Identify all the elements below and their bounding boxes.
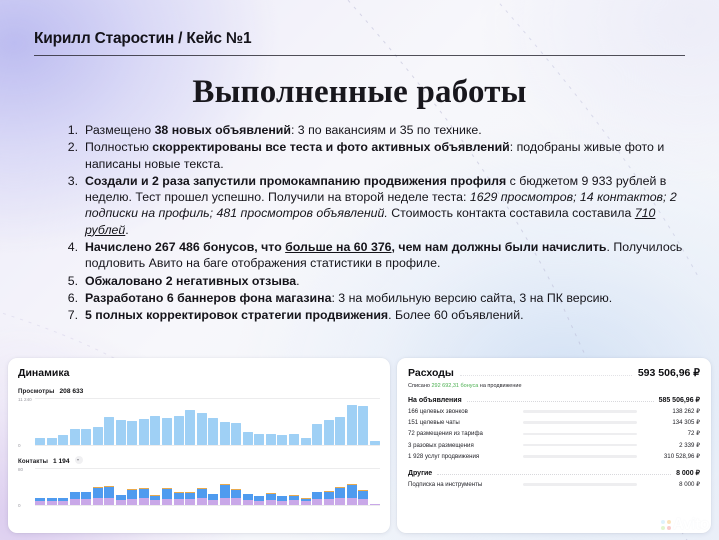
chart-bar <box>335 417 345 445</box>
chart-bar <box>254 434 264 445</box>
chart-bar-segment <box>266 500 276 505</box>
chart-bar <box>104 417 114 445</box>
contacts-metric <box>18 455 380 465</box>
chart-bar <box>116 495 126 505</box>
chart-bar-segment <box>127 490 137 499</box>
expenses-title: Расходы <box>408 367 454 379</box>
page-title: Выполненные работы <box>192 74 527 110</box>
chart-bar <box>347 484 357 505</box>
chart-bar-segment <box>81 499 91 505</box>
expense-row-bar <box>523 421 637 424</box>
expense-row-name: 72 размещения из тарифа <box>408 430 483 438</box>
chart-bar <box>347 405 357 445</box>
chart-bar-segment <box>231 498 241 505</box>
chart-bar <box>324 420 334 445</box>
chart-bar-segment <box>289 500 299 505</box>
chart-bar <box>301 438 311 445</box>
chart-bar-segment <box>254 501 264 506</box>
chart-bar-segment <box>358 499 368 505</box>
ads-rows-list <box>408 406 700 462</box>
chart-bar-segment <box>358 491 368 499</box>
dashboard-screenshot <box>8 358 711 533</box>
chart-bar-segment <box>220 498 230 505</box>
chart-bar-segment <box>104 487 114 498</box>
chart-bar-segment <box>208 500 218 505</box>
expense-row <box>408 451 700 462</box>
chart-bar <box>277 435 287 445</box>
chart-bar-segment <box>93 488 103 498</box>
chart-bar <box>220 422 230 445</box>
chart-bar <box>266 434 276 445</box>
chart-bar <box>289 434 299 445</box>
chart-bar <box>312 492 322 506</box>
chart-bar-segment <box>35 501 45 505</box>
expense-row <box>408 440 700 451</box>
list-item <box>62 307 691 323</box>
chart-bar <box>162 418 172 445</box>
contacts-value: 1 194 <box>52 458 70 465</box>
chart-bar <box>277 496 287 505</box>
chart-bar-segment <box>70 492 80 499</box>
chart-bar <box>243 494 253 505</box>
chart-bar-segment <box>162 499 172 505</box>
chart-bar <box>139 488 149 505</box>
chart-bar-segment <box>70 499 80 505</box>
dynamics-title: Динамика <box>18 367 70 379</box>
chart-bar <box>370 441 380 446</box>
chart-bar <box>93 487 103 505</box>
expense-row-amount: 310 528,96 ₽ <box>663 452 700 460</box>
chart-bar-segment <box>277 501 287 506</box>
chart-bar-segment <box>116 500 126 505</box>
chevron-down-icon[interactable] <box>75 456 83 464</box>
chart-bar <box>358 406 368 445</box>
list-item <box>62 273 691 289</box>
expense-row-name: 3 разовых размещения <box>408 441 474 449</box>
chart-bar-segment <box>370 504 380 505</box>
expense-row-name: 151 целевые чаты <box>408 419 460 427</box>
chart-bar <box>254 496 264 505</box>
chart-bar-segment <box>335 488 345 498</box>
list-item <box>62 239 691 272</box>
chart-bar-segment <box>301 501 311 505</box>
expense-row-name: Подписка на инструменты <box>408 481 483 489</box>
chart-bar-segment <box>243 500 253 505</box>
contacts-chart <box>18 468 380 506</box>
ads-total: 585 506,96 ₽ <box>658 397 700 404</box>
list-item-text: Начислено 267 486 бонусов, что больше на 60 376, чем нам должны были начислить. Получилось подловить Авито на баге отображения статистики в профиле. <box>85 240 683 271</box>
expense-row-name: 166 целевых звонков <box>408 408 468 416</box>
expense-row <box>408 406 700 417</box>
chart-bar <box>162 488 172 505</box>
chart-bar <box>81 429 91 445</box>
slide-header <box>34 30 685 56</box>
chart-bar <box>358 490 368 505</box>
contacts-bars <box>35 468 380 506</box>
dynamics-card <box>8 358 390 533</box>
ads-title: На объявления <box>408 397 462 404</box>
expenses-header <box>408 367 700 379</box>
chart-bar <box>324 491 334 505</box>
expense-row-amount: 138 262 ₽ <box>672 408 700 416</box>
chart-bar <box>150 495 160 505</box>
expense-row-amount: 8 000 ₽ <box>679 481 700 489</box>
contacts-axis-min: 0 <box>18 503 21 508</box>
chart-bar <box>35 498 45 505</box>
contacts-label: Контакты <box>18 458 48 465</box>
views-axis-max: 11 240 <box>18 397 32 402</box>
chart-bar <box>47 498 57 505</box>
chart-bar <box>312 424 322 445</box>
chart-bar-segment <box>174 499 184 505</box>
list-item-number: 3. <box>67 173 78 188</box>
views-axis-min: 0 <box>18 443 21 448</box>
expense-row-bar <box>523 444 637 447</box>
chart-bar <box>35 438 45 445</box>
chart-bar <box>127 421 137 445</box>
chart-bar-segment <box>127 499 137 505</box>
chart-bar <box>93 427 103 445</box>
expense-row-name: 1 928 услуг продвижения <box>408 452 480 460</box>
chart-bar-segment <box>139 498 149 505</box>
contacts-axis-max: 80 <box>18 467 24 472</box>
chart-bar <box>289 495 299 505</box>
chart-bar <box>197 413 207 445</box>
chart-bar <box>231 489 241 505</box>
chart-bar <box>174 416 184 445</box>
other-section-header <box>408 469 700 477</box>
list-item <box>62 173 691 238</box>
chart-bar <box>185 410 195 445</box>
expenses-total: 593 506,96 ₽ <box>637 367 700 379</box>
expense-row-bar <box>523 483 637 486</box>
chart-bar-segment <box>335 498 345 505</box>
chart-bar <box>197 488 207 505</box>
other-title: Другие <box>408 469 433 477</box>
list-item-text: Разработано 6 баннеров фона магазина: 3 на мобильную версию сайта, 3 на ПК версию. <box>85 290 613 305</box>
bonus-note: Списано 292 692,31 бонуса на продвижение <box>408 383 522 389</box>
list-item-number: 6. <box>67 290 78 305</box>
leader-dots <box>437 474 671 475</box>
chart-bar-segment <box>347 498 357 505</box>
chart-bar <box>301 498 311 505</box>
author-case-label: Кирилл Старостин / Кейс №1 <box>34 30 252 47</box>
chart-bar-segment <box>47 501 57 505</box>
leader-dots <box>460 375 632 376</box>
list-item-number: 4. <box>67 240 78 255</box>
other-total: 8 000 ₽ <box>676 469 700 477</box>
expense-row <box>408 417 700 428</box>
bonus-amount: 292 692,31 бонуса <box>431 383 479 389</box>
chart-bar-segment <box>347 485 357 498</box>
chart-bar-segment <box>150 500 160 505</box>
expense-row <box>408 428 700 439</box>
views-value: 208 633 <box>59 388 84 395</box>
chart-bar <box>370 504 380 505</box>
views-bars <box>35 398 380 446</box>
chart-bar-segment <box>93 498 103 505</box>
expense-row-amount: 2 339 ₽ <box>679 441 700 449</box>
chart-bar <box>231 423 241 446</box>
chart-bar-segment <box>139 489 149 498</box>
chart-bar <box>47 438 57 445</box>
expense-row-amount: 72 ₽ <box>687 430 700 438</box>
list-item-number: 7. <box>67 308 78 323</box>
chart-bar-segment <box>312 499 322 505</box>
list-item-number: 1. <box>67 123 78 137</box>
works-list <box>62 122 691 325</box>
views-chart <box>18 398 380 446</box>
chart-bar <box>208 494 218 505</box>
list-item-text: Полностью скорректированы все теста и фото активных объявлений: подобраны живые фото и написаны новые текста. <box>85 140 665 171</box>
chart-bar-segment <box>197 489 207 498</box>
chart-bar-segment <box>231 490 241 499</box>
chart-bar <box>81 492 91 506</box>
expense-row <box>408 479 700 490</box>
chart-bar <box>174 492 184 505</box>
header-divider <box>34 55 685 56</box>
chart-bar <box>185 492 195 505</box>
chart-bar <box>266 493 276 505</box>
chart-bar-segment <box>162 489 172 498</box>
chart-bar <box>243 432 253 446</box>
chart-bar <box>58 498 68 505</box>
expense-row-bar <box>523 455 637 458</box>
chart-bar <box>150 416 160 445</box>
ads-section-header <box>408 396 700 404</box>
chart-bar-segment <box>324 499 334 505</box>
chart-bar-segment <box>104 498 114 505</box>
views-metric <box>18 388 380 395</box>
list-item <box>62 290 691 306</box>
chart-bar-segment <box>58 501 68 505</box>
expense-row-bar <box>523 410 637 413</box>
chart-bar <box>116 420 126 445</box>
views-label: Просмотры <box>18 388 55 395</box>
expense-row-bar <box>523 433 637 436</box>
other-rows-list <box>408 479 700 490</box>
chart-bar <box>70 492 80 506</box>
list-item-text: 5 полных корректировок стратегии продвижения. Более 60 объявлений. <box>85 308 524 323</box>
chart-bar <box>70 429 80 445</box>
chart-bar <box>220 484 230 505</box>
chart-bar-segment <box>312 492 322 499</box>
chart-bar <box>104 486 114 505</box>
expenses-card <box>397 358 711 533</box>
chart-bar <box>335 487 345 505</box>
chart-bar-segment <box>185 499 195 505</box>
list-item-number: 5. <box>67 273 78 288</box>
chart-bar <box>58 435 68 445</box>
chart-bar <box>208 418 218 445</box>
chart-bar-segment <box>324 492 334 499</box>
chart-bar-segment <box>81 492 91 499</box>
avito-wordmark: Avito <box>672 516 709 533</box>
expense-row-amount: 134 305 ₽ <box>672 419 700 427</box>
list-item <box>62 122 691 138</box>
leader-dots <box>467 401 654 402</box>
list-item-text: Размещено 38 новых объявлений: 3 по вакансиям и 35 по технике. <box>85 123 482 137</box>
list-item <box>62 139 691 172</box>
list-item-text: Создали и 2 раза запустили промокампанию продвижения профиля с бюджетом 9 933 рублей в неделю. Тест прошел успешно. Получили на второй неделе теста: 1629 просмотров; 14 контактов; 2 подписки на профиль; 481 просмотров объявлений. Стоимость контакта составила составила 710 рублей. <box>85 173 677 237</box>
chart-bar-segment <box>220 485 230 498</box>
list-item-number: 2. <box>67 140 78 155</box>
chart-bar <box>127 489 137 505</box>
chart-bar-segment <box>197 498 207 505</box>
list-item-text: Обжаловано 2 негативных отзыва. <box>85 273 300 288</box>
chart-bar <box>139 419 149 445</box>
